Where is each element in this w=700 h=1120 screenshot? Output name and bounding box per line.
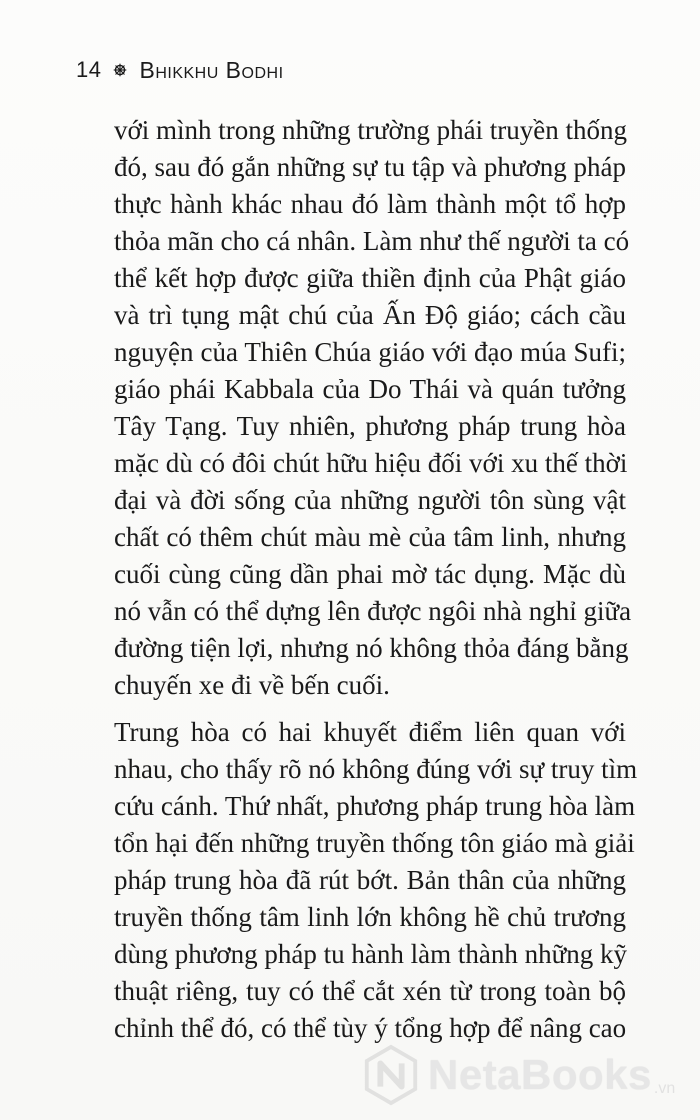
running-title: Bhikkhu Bodhi — [139, 56, 284, 83]
dharma-wheel-icon — [113, 63, 127, 77]
text-line: cuối cùng cũng dần phai mờ tác dụng. Mặc dù — [114, 559, 626, 589]
paragraph-1 — [114, 112, 632, 704]
text-line: chất có thêm chút màu mè của tâm linh, nhưng — [114, 522, 626, 552]
text-line: nó vẫn có thể dựng lên được ngôi nhà nghỉ giữa — [114, 596, 632, 626]
text-line: giáo phái Kabbala của Do Thái và quán tưởng — [114, 374, 626, 404]
text-line: pháp trung hòa đã rút bớt. Bản thân của những — [114, 865, 626, 895]
text-line: chuyến xe đi về bến cuối. — [114, 670, 390, 700]
text-line: thỏa mãn cho cá nhân. Làm như thế người ta có — [114, 226, 630, 256]
text-line: thể kết hợp được giữa thiền định của Phật giáo — [114, 263, 626, 293]
text-line: đường tiện lợi, nhưng nó không thỏa đáng bằng — [114, 633, 629, 663]
text-line: và trì tụng mật chú của Ấn Độ giáo; cách cầu — [114, 300, 626, 330]
text-line: thực hành khác nhau đó làm thành một tổ hợp — [114, 189, 626, 219]
text-line: đại và đời sống của những người tôn sùng vật — [114, 485, 626, 515]
text-line: tổn hại đến những truyền thống tôn giáo mà giải — [114, 828, 635, 858]
text-line: với mình trong những trường phái truyền thống — [114, 115, 628, 145]
watermark — [360, 1040, 675, 1110]
page-number: 14 — [76, 57, 102, 82]
text-line: thuật riêng, tuy có thể cắt xén từ trong toàn bộ — [114, 976, 626, 1006]
paragraph-2 — [114, 714, 638, 1047]
text-line: mặc dù có đôi chút hữu hiệu đối với xu thế thời — [114, 448, 628, 478]
watermark-suffix: .vn — [653, 1080, 676, 1097]
text-line: dùng phương pháp tu hành làm thành những kỹ — [114, 939, 627, 969]
text-line: cứu cánh. Thứ nhất, phương pháp trung hòa làm — [114, 791, 636, 821]
text-line: nguyện của Thiên Chúa giáo với đạo múa Sufi; — [114, 337, 626, 367]
paragraph-gap — [114, 704, 626, 714]
page-header — [76, 52, 284, 88]
text-line: Tây Tạng. Tuy nhiên, phương pháp trung hòa — [114, 411, 626, 441]
text-line: truyền thống tâm linh lớn không hề chủ trương — [114, 902, 626, 932]
netabooks-logo-icon — [360, 1044, 422, 1106]
text-line: nhau, cho thấy rõ nó không đúng với sự truy tìm — [114, 754, 638, 784]
body-text — [114, 112, 638, 1047]
watermark-brand: NetaBooks — [428, 1051, 652, 1098]
text-line: chỉnh thể đó, có thể tùy ý tổng hợp để nâng cao — [114, 1013, 627, 1043]
text-line: đó, sau đó gắn những sự tu tập và phương pháp — [114, 152, 626, 182]
text-line: Trung hòa có hai khuyết điểm liên quan với — [114, 717, 626, 747]
